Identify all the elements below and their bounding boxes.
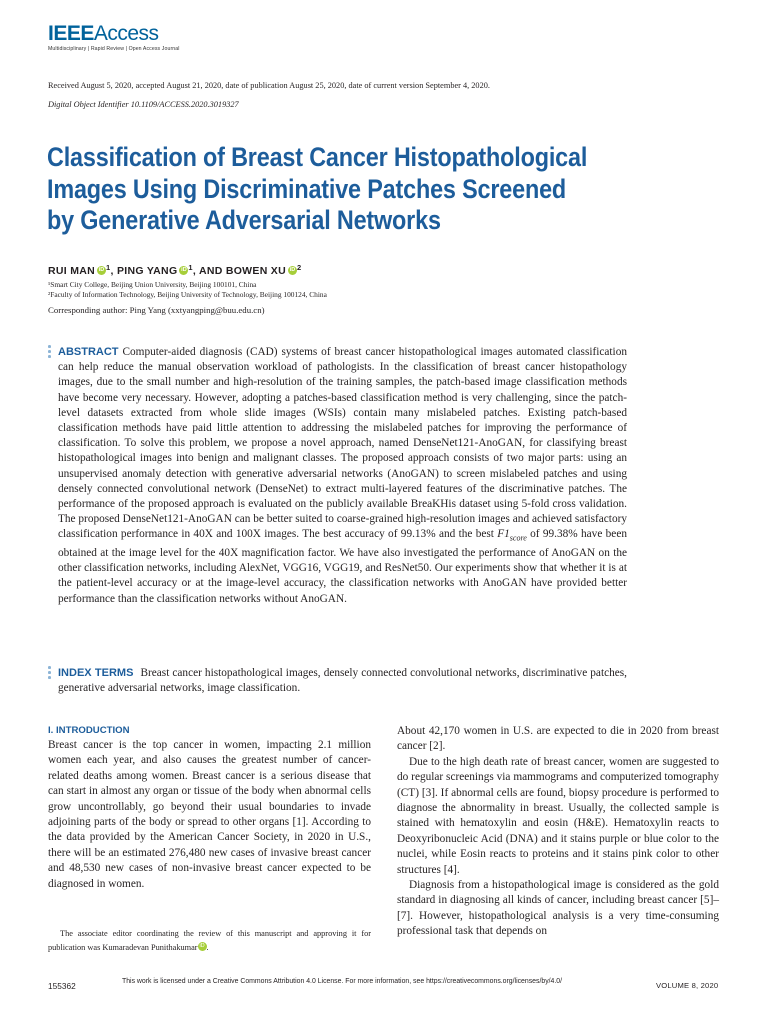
section-heading: I. INTRODUCTION (48, 725, 130, 736)
title-line: Classification of Breast Cancer Histopathological (47, 142, 588, 172)
abstract (58, 345, 627, 607)
author-name: PING YANG (116, 265, 178, 277)
affiliation-2: ²Faculty of Information Technology, Beijing University of Technology, Beijing 100124, China (48, 290, 327, 299)
abstract-text: Computer-aided diagnosis (CAD) systems of breast cancer histopathological images automated classification can help reduce the manual observation workload of pathologists. In the classification of breast cancer histopathology images, due to the small number and high-resolution of the training samples, the patch-based image classification methods have become very necessary. However, adopting a patches-based classification method is very challenging, since the patch-level datasets extracted from whole slide images (WSIs) contain many mislabeled patches. Existing patch-based classification methods have paid little attention to addressing the mislabeled patches for improving the performance of classification. To solve this problem, we propose a novel approach, named DenseNet121-AnoGAN, for classifying breast histopathological images into benign and malignant classes. The proposed approach consists of two major parts: using an unsupervised anomaly detection with generative adversarial networks (AnoGAN) to screen mislabeled patches and using densely connected convolutional network (DenseNet) to extract multi-layered features of the discriminative patches. The performance of the proposed approach is evaluated on the publicly available BreaKHis dataset using 5-fold cross validation. The proposed DenseNet121-AnoGAN can be better suited to coarse-grained high-resolution images and achieved satisfactory classification performance in 40X and 100X images. The best accuracy of 99.13% and the best (58, 346, 627, 541)
volume-label: VOLUME 8, 2020 (656, 981, 719, 990)
f1-subscript: score (509, 533, 527, 543)
orcid-icon[interactable]: iD (199, 943, 205, 949)
license-note: This work is licensed under a Creative Commons Attribution 4.0 License. For more information, see https://creativecommons.org/licenses/by/4.0/ (122, 978, 563, 985)
affiliation-mark: 1 (106, 263, 111, 272)
footnote-end: . (206, 943, 209, 952)
f1-symbol: F1 (497, 528, 510, 541)
intro-paragraph: Diagnosis from a histopathological image is considered as the gold standard in diagnosing all kinds of cancer, including breast cancer [5]–[7]. However, histopathological analysis is a very time-consuming professional task that depends on (397, 879, 719, 938)
author-name: RUI MAN (48, 265, 96, 277)
abstract-label: ABSTRACT (58, 346, 119, 358)
abstract-marker-dots (48, 345, 52, 361)
corresponding-author: Corresponding author: Ping Yang (xxtyangping@buu.edu.cn) (48, 305, 265, 315)
author-name: BOWEN XU (225, 265, 286, 277)
affiliation-mark: 1 (188, 263, 193, 272)
logo-tagline: Multidisciplinary | Rapid Review | Open Access Journal (48, 46, 180, 52)
index-terms-text: Breast cancer histopathological images, densely connected convolutional networks, discriminative patches, generative adversarial networks, image classification. (58, 667, 627, 695)
affiliation-1: ¹Smart City College, Beijing Union University, Beijing 100101, China (48, 280, 257, 289)
received-dates: Received August 5, 2020, accepted August 21, 2020, date of publication August 25, 2020, date of current version September 4, 2020. (48, 81, 490, 90)
logo-ieee: IEEE (48, 22, 94, 45)
orcid-icon[interactable]: iD (289, 267, 296, 273)
intro-paragraph: Breast cancer is the top cancer in women, impacting 2.1 million women each year, and also causes the greatest number of cancer-related deaths among women. Breast cancer is a serious disease that can start in almost any organ or tissue of the body when abnormal cells grow uncontrollably, go beyond their usual boundaries to invade adjoining parts of the body or spread to other organs [1]. According to the data provided by the American Cancer Society, in 2020 in U.S., there will be an estimated 276,480 new cases of invasive breast cancer and 48,530 new cases of non-invasive breast cancer expected to be diagnosed in women. (48, 739, 371, 890)
logo-access: Access (93, 22, 159, 45)
footnote-text: The associate editor coordinating the review of this manuscript and approving it for publication was Kumaradevan Punithakumar (48, 929, 371, 952)
author-separator: , AND (192, 265, 226, 277)
index-terms-label: INDEX TERMS (58, 667, 134, 679)
title-line: by Generative Adversarial Networks (47, 205, 441, 235)
page-number: 155362 (48, 981, 76, 991)
author-separator: , (110, 265, 117, 277)
title-line: Images Using Discriminative Patches Screened (47, 173, 567, 204)
orcid-icon[interactable]: iD (181, 267, 187, 273)
orcid-icon[interactable]: iD (98, 267, 105, 273)
abstract-text-cont: of 99.38% have been obtained at the image level for the 40X magnification factor. We have also investigated the performance of AnoGAN on the other classification networks, including AlexNet, VGG16, VGG19, and ResNet50. Our experiments show that whether it is at the patient-level accuracy or at the image-level accuracy, the classification networks with AnoGAN have provided better performance than the classification networks without AnoGAN. (58, 528, 627, 605)
journal-logo (48, 22, 159, 46)
intro-paragraph: Due to the high death rate of breast cancer, women are suggested to do regular screenings via mammograms and computerized tomography (CT) [3]. If abnormal cells are found, biopsy procedure is performed to diagnose the abnormality in breast. Usually, the collected sample is stained with hematoxylin and eosin (H&E). Hematoxylin reacts to Deoxyribonucleic Acid (DNA) and it stains purple or blue color to the nuclei, while Eosin reacts to proteins and it stains pink color to other structures [4]. (397, 755, 719, 876)
right-column (397, 724, 719, 940)
affiliation-mark: 2 (296, 263, 302, 272)
paper-title (47, 142, 610, 237)
intro-paragraph: About 42,170 women in U.S. are expected to die in 2020 from breast cancer [2]. (397, 725, 719, 753)
index-terms (58, 666, 627, 696)
doi: Digital Object Identifier 10.1109/ACCESS.2020.3019327 (48, 100, 239, 109)
index-terms-marker-dots (48, 666, 52, 682)
left-column (48, 724, 371, 892)
editor-footnote (48, 927, 371, 955)
author-list (48, 263, 301, 277)
